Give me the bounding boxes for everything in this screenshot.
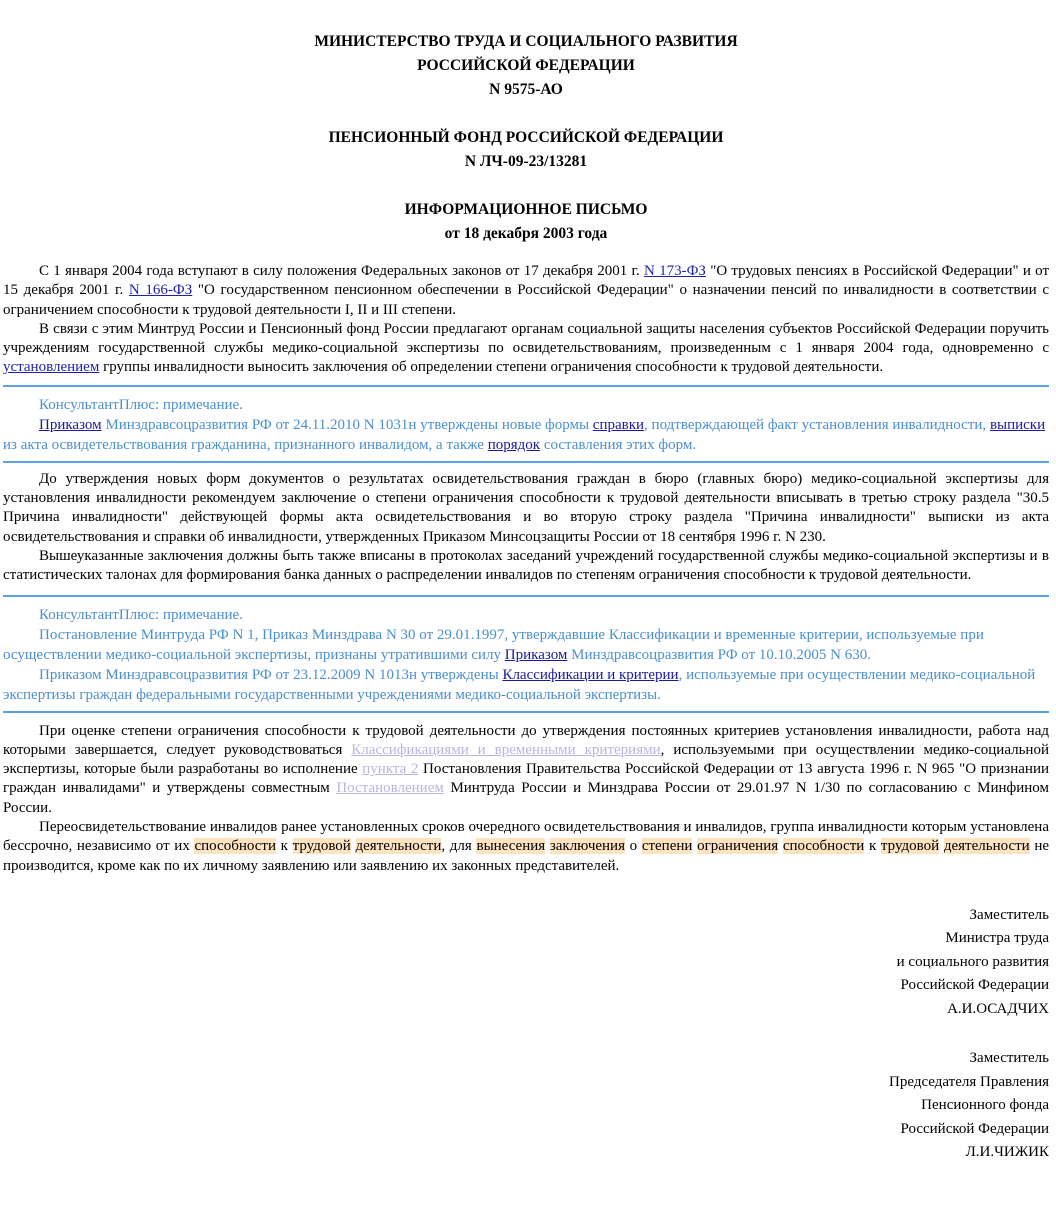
signature1-line-2: Министра труда — [945, 930, 1049, 947]
para2-text-1: В связи с этим Минтруд России и Пенсионный фонд России предлагают органам социальной защиты населения субъектов Российской Федерации поручить учреждениям государственной службы медико-социальной экспертизы по освидетельствованиям, произведенным с 1 января 2004 года, одновременно с — [3, 320, 1049, 357]
law-173-link[interactable]: N 173-ФЗ — [644, 263, 706, 279]
signature1-line-4: Российской Федерации — [900, 977, 1049, 994]
search-highlight: трудовой — [880, 838, 940, 855]
paragraph-2 — [3, 320, 1049, 378]
note2-p2-text-1: Приказом Минздравсоцразвития РФ от 23.12.2009 N 1013н утверждены — [39, 666, 503, 683]
ministry-line-1: МИНИСТЕРСТВО ТРУДА И СОЦИАЛЬНОГО РАЗВИТИЯ — [314, 33, 738, 50]
law-166-link[interactable]: N 166-ФЗ — [128, 282, 193, 299]
note1-extract-link[interactable]: выписки — [989, 416, 1046, 433]
note1-procedure-link[interactable]: порядок — [487, 436, 541, 453]
para1-text-3: "О государственном пенсионном обеспечении в Российской Федерации" о назначении пенсий по инвалидности в соответствии с ограничением способности к трудовой деятельности I, II и III степени. — [3, 282, 1050, 318]
note1-body — [3, 415, 1049, 455]
signature2-line-1: Заместитель — [969, 1050, 1049, 1067]
note2-title: КонсультантПлюс: примечание. — [39, 606, 243, 623]
note1-text-3: из акта освидетельствования гражданина, признанного инвалидом, а также — [3, 436, 488, 453]
establishment-link[interactable]: установлением — [3, 359, 100, 376]
signature-block-1 — [3, 904, 1049, 1022]
note2-p1-text-2: Минздравсоцразвития РФ от 10.10.2005 N 630. — [567, 646, 871, 663]
note1-text-4: составления этих форм. — [540, 436, 697, 453]
paragraph-5 — [3, 722, 1049, 818]
signature1-line-3: и социального развития — [896, 953, 1049, 970]
clause-2-link[interactable]: пункта 2 — [362, 761, 419, 778]
fund-number: N ЛЧ-09-23/13281 — [464, 153, 588, 170]
note2-order-link[interactable]: Приказом — [504, 646, 568, 663]
search-highlight: деятельности — [355, 838, 442, 855]
signature2-line-4: Российской Федерации — [900, 1120, 1049, 1137]
search-highlight: способности — [782, 838, 865, 855]
para5-text-3: Постановления Правительства Российской Федерации от 13 августа 1996 г. N 965 "О признании граждан инвалидами" и утверждены совместным — [3, 761, 1049, 797]
signature2-line-3: Пенсионного фонда — [921, 1097, 1049, 1114]
consultant-note-2 — [3, 595, 1049, 713]
signature2-line-2: Председателя Правления — [889, 1073, 1049, 1090]
note1-text-2: , подтверждающей факт установления инвалидности, — [644, 416, 990, 433]
note1-certificate-link[interactable]: справки — [592, 416, 645, 433]
signature2-name: Л.И.ЧИЖИК — [965, 1144, 1049, 1161]
search-highlight: степени — [641, 838, 693, 855]
search-highlight: деятельности — [943, 838, 1030, 855]
note1-order-link[interactable]: Приказом — [39, 416, 102, 433]
para5-text-4: Минтруда России и Минздрава России от 29.01.97 N 1/30 по согласованию с Минфином России. — [3, 780, 1049, 816]
para1-text-2: "О трудовых пенсиях в Российской Федерации" и от 15 декабря 2001 г. — [3, 263, 1049, 299]
paragraph-3: До утверждения новых форм документов о результатах освидетельствования граждан в бюро (главных бюро) медико-социальной экспертизы для установления инвалидности рекомендуем заключение о степени ограничения способности к трудовой деятельности вписывать в третью строку раздела "30.5 Причина инвалидности" действующей формы акта освидетельствования и во вторую строку раздела "Причина инвалидности" выписки из акта освидетельствования и справки об инвалидности, утвержденных Приказом Минсоцзащиты России от 18 сентября 1996 г. N 230. — [3, 470, 1049, 545]
doc-type: ИНФОРМАЦИОННОЕ ПИСЬМО — [404, 201, 648, 218]
note2-p2-text-2: , используемые при осуществлении медико-социальной экспертизы граждан федеральными государственными учреждениями медико-социальной экспертизы. — [3, 666, 1036, 703]
search-highlight: способности — [194, 838, 276, 855]
consultant-note-1 — [3, 385, 1049, 463]
note2-body-1 — [3, 625, 1049, 665]
para6-text-2: не производится, кроме как по их личному заявлению или заявлению их законных представителей. — [3, 838, 1050, 874]
para5-text-1: При оценке степени ограничения способности к трудовой деятельности до утверждения постоянных критериев установления инвалидности, работа над которыми завершается, следует руководствоваться — [3, 722, 1049, 758]
signature1-line-1: Заместитель — [969, 906, 1049, 923]
note1-text-1: Минздравсоцразвития РФ от 24.11.2010 N 1031н утверждены новые формы — [101, 416, 593, 433]
search-highlight: ограничения — [697, 838, 779, 855]
resolution-link[interactable]: Постановлением — [336, 780, 444, 797]
ministry-number: N 9575-АО — [489, 81, 563, 98]
classifications-link[interactable]: Классификациями и временными критериями — [351, 741, 661, 758]
note2-body-2 — [3, 665, 1049, 705]
search-highlight: заключения — [549, 838, 625, 855]
para5-text-2: , используемыми при осуществлении медико-социальной экспертизы, которые были разработаны во исполнение — [3, 741, 1049, 778]
note1-title: КонсультантПлюс: примечание. — [39, 396, 243, 413]
fund-line: ПЕНСИОННЫЙ ФОНД РОССИЙСКОЙ ФЕДЕРАЦИИ — [328, 129, 724, 146]
signature1-name: А.И.ОСАДЧИХ — [947, 1000, 1049, 1017]
doc-date: от 18 декабря 2003 года — [444, 225, 608, 242]
note2-classification-link[interactable]: Классификации и критерии — [502, 666, 679, 683]
ministry-line-2: РОССИЙСКОЙ ФЕДЕРАЦИИ — [417, 57, 635, 74]
paragraph-4: Вышеуказанные заключения должны быть также вписаны в протоколах заседаний учреждений государственной службы медико-социальной экспертизы и в статистических талонах для формирования банка данных о распределении инвалидов по степеням ограничения способности к трудовой деятельности. — [3, 547, 1049, 584]
para2-text-2: группы инвалидности выносить заключения об определении степени ограничения способности к трудовой деятельности. — [99, 359, 884, 376]
note2-p1-text-1: Постановление Минтруда РФ N 1, Приказ Минздрава N 30 от 29.01.1997, утверждавшие Классификации и временные критерии, используемые при осуществлении медико-социальной экспертизы, признаны утратившими силу — [3, 626, 984, 663]
search-highlight: трудовой — [292, 838, 351, 855]
signature-block-2 — [3, 1047, 1049, 1165]
paragraph-6: Переосвидетельствование инвалидов ранее установленных сроков очередного освидетельствования и инвалидов, группа инвалидности которым установлена бессрочно, независимо от их способности к трудовой деятельности, для вынесения заключения о степени ограничения способности к трудовой деятельности не производится, кроме как по их личному заявлению или заявлению их законных представителей. — [3, 819, 1050, 874]
paragraph-1 — [3, 262, 1049, 320]
para6-text-1: Переосвидетельствование инвалидов ранее установленных сроков очередного освидетельствования и инвалидов, группа инвалидности которым установлена бессрочно, независимо от их — [3, 819, 1049, 855]
search-highlight: вынесения — [476, 838, 546, 855]
para1-text-1: С 1 января 2004 года вступают в силу положения Федеральных законов от 17 декабря 2001 г. — [39, 263, 644, 279]
